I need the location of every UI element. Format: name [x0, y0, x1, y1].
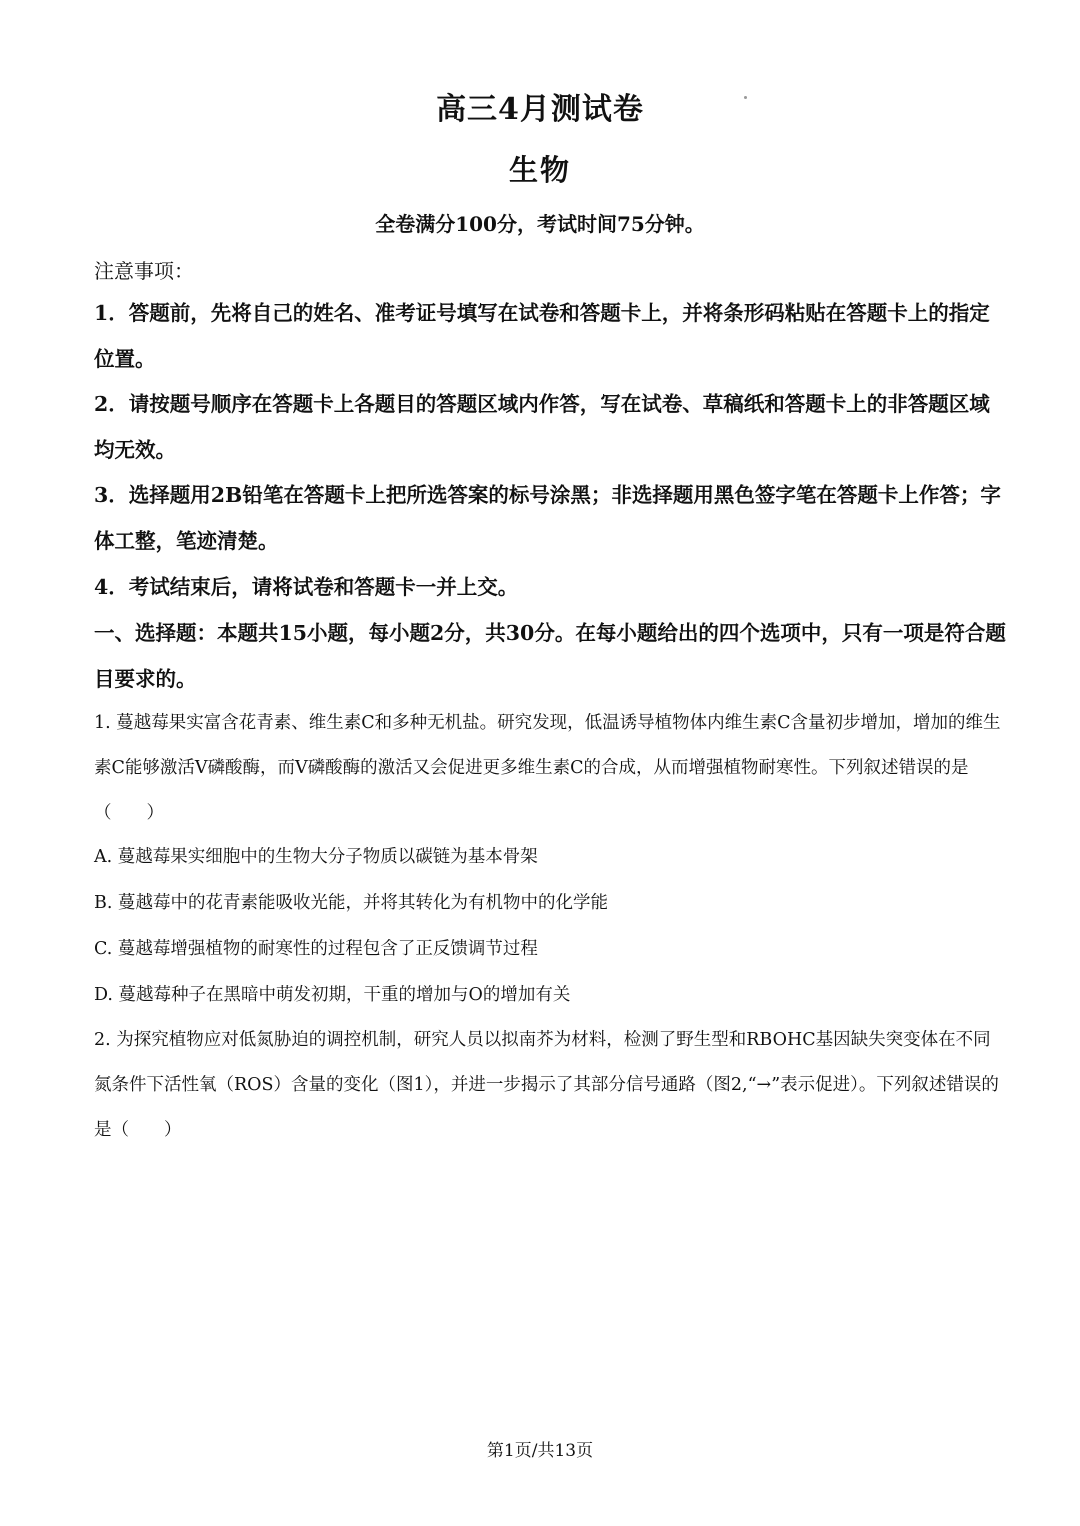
notice-item-1: 1．答题前，先将自己的姓名、准考证号填写在试卷和答题卡上，并将条形码粘贴在答题卡上的指定位置。 [94, 301, 990, 371]
page-number: 第1页/共13页 [486, 1441, 594, 1461]
question-1-option-c: C. 蔓越莓增强植物的耐寒性的过程包含了正反馈调节过程 [94, 939, 538, 959]
exam-meta: 全卷满分100分，考试时间75分钟。 [375, 212, 705, 236]
question-1-stem: 1. 蔓越莓果实富含花青素、维生素C和多种无机盐。研究发现，低温诱导植物体内维生素C含量初步增加，增加的维生素C能够激活V磷酸酶，而V磷酸酶的激活又会促进更多维生素C的合成，从而增强植物耐寒性。下列叙述错误的是（ ） [94, 713, 1001, 823]
notice-item-4: 4．考试结束后，请将试卷和答题卡一并上交。 [94, 575, 519, 599]
exam-title: 高三4月测试卷 [436, 92, 644, 127]
notice-heading: 注意事项： [94, 259, 194, 283]
subject-title: 生物 [508, 153, 571, 187]
question-1-option-a: A. 蔓越莓果实细胞中的生物大分子物质以碳链为基本骨架 [94, 847, 538, 867]
section-heading: 一、选择题：本题共15小题，每小题2分，共30分。在每小题给出的四个选项中，只有一项是符合题目要求的。 [94, 621, 1006, 691]
notice-item-2: 2．请按题号顺序在答题卡上各题目的答题区域内作答，写在试卷、草稿纸和答题卡上的非答题区域均无效。 [94, 392, 990, 462]
question-1-option-d: D. 蔓越莓种子在黑暗中萌发初期，干重的增加与O的增加有关 [94, 985, 571, 1005]
question-2-stem: 2. 为探究植物应对低氮胁迫的调控机制，研究人员以拟南芥为材料，检测了野生型和RBOHC基因缺失突变体在不同氮条件下活性氧（ROS）含量的变化（图1），并进一步揭示了其部分信号通路（图2,“→”表示促进）。下列叙述错误的是（ ） [94, 1030, 999, 1140]
notice-item-3: 3．选择题用2B铅笔在答题卡上把所选答案的标号涂黑；非选择题用黑色签字笔在答题卡上作答；字体工整，笔迹清楚。 [94, 483, 1001, 553]
question-1-option-b: B. 蔓越莓中的花青素能吸收光能，并将其转化为有机物中的化学能 [94, 893, 608, 913]
